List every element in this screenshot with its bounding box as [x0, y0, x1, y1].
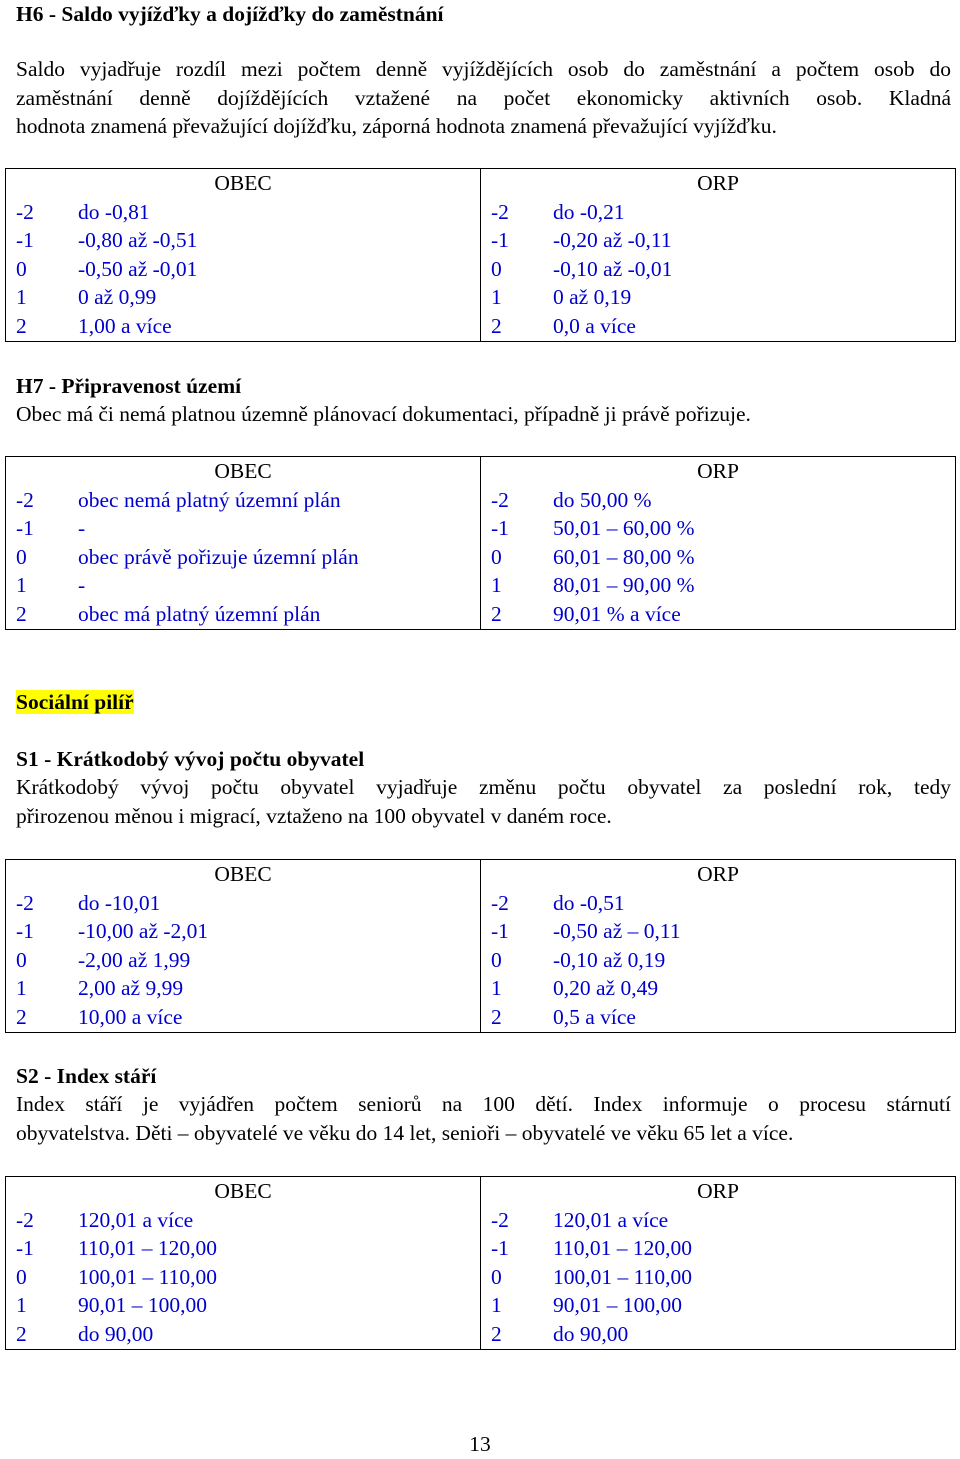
score-row — [6, 946, 480, 975]
obec-header: OBEC — [214, 862, 272, 886]
score-row — [481, 255, 955, 284]
score-range: 0,20 až 0,49 — [553, 976, 659, 1001]
score-range: 100,01 – 110,00 — [553, 1264, 692, 1289]
score-row — [6, 1263, 480, 1292]
s2-orp-column — [481, 1177, 956, 1350]
score-code: 0 — [16, 947, 27, 972]
score-code: 1 — [16, 1293, 27, 1318]
score-code: 1 — [491, 1293, 502, 1318]
s2-title: S2 - Index stáří — [16, 1064, 157, 1088]
score-code: 2 — [491, 313, 502, 338]
score-range: 10,00 a více — [78, 1004, 183, 1029]
score-code: 0 — [16, 1264, 27, 1289]
score-code: -2 — [491, 1207, 509, 1232]
obec-header: OBEC — [214, 171, 272, 195]
score-row — [481, 1206, 955, 1235]
h6-table — [5, 168, 956, 342]
score-row — [481, 1263, 955, 1292]
score-range: do -10,01 — [78, 890, 161, 915]
score-code: 2 — [16, 1321, 27, 1346]
score-row — [481, 1234, 955, 1263]
h6-desc-line-2: zaměstnání denně dojíždějících vztažené na počet ekonomicky aktivních osob. Kladná — [16, 85, 951, 110]
score-row — [6, 312, 480, 341]
s1-obec-column — [6, 860, 481, 1033]
h7-description — [16, 400, 951, 429]
s1-desc-line-1: Krátkodobý vývoj počtu obyvatel vyjadřuje změnu počtu obyvatel za poslední rok, tedy — [16, 775, 951, 799]
score-row — [481, 917, 955, 946]
score-range: obec má platný územní plán — [78, 601, 321, 626]
h6-obec-column — [6, 169, 481, 342]
score-code: -1 — [16, 1236, 34, 1261]
score-range: -0,50 až – 0,11 — [553, 919, 681, 944]
score-range: 120,01 a více — [78, 1207, 194, 1232]
section-title-text: Sociální pilíř — [16, 690, 134, 714]
score-row — [6, 1320, 480, 1349]
score-code: -1 — [16, 228, 34, 253]
score-row — [6, 917, 480, 946]
score-range: do -0,21 — [553, 199, 625, 224]
score-code: 2 — [491, 1321, 502, 1346]
score-code: -2 — [16, 199, 34, 224]
score-row — [6, 600, 480, 629]
score-code: 0 — [491, 544, 502, 569]
score-range: obec nemá platný územní plán — [78, 487, 341, 512]
score-code: -1 — [16, 919, 34, 944]
section-title — [16, 688, 134, 717]
score-code: 0 — [491, 1264, 502, 1289]
orp-header: ORP — [697, 862, 739, 886]
score-row — [6, 1234, 480, 1263]
h7-obec-column — [6, 457, 481, 630]
score-code: -2 — [16, 890, 34, 915]
score-code: -2 — [16, 1207, 34, 1232]
score-range: -0,10 až 0,19 — [553, 947, 666, 972]
score-code: 2 — [16, 313, 27, 338]
page-number: 13 — [469, 1432, 491, 1456]
score-row — [481, 312, 955, 341]
orp-header: ORP — [697, 1179, 739, 1203]
score-range: -0,80 až -0,51 — [78, 228, 198, 253]
score-row — [481, 198, 955, 227]
score-code: -1 — [491, 516, 509, 541]
score-row — [6, 486, 480, 515]
score-row — [6, 889, 480, 918]
h6-orp-column — [481, 169, 956, 342]
score-row — [6, 1206, 480, 1235]
score-row — [481, 946, 955, 975]
score-range: -0,50 až -0,01 — [78, 256, 198, 281]
score-code: -2 — [491, 487, 509, 512]
score-row — [6, 571, 480, 600]
score-code: 1 — [16, 573, 27, 598]
score-range: 0,5 a více — [553, 1004, 636, 1029]
score-code: 0 — [491, 947, 502, 972]
score-code: -1 — [491, 919, 509, 944]
h7-orp-column — [481, 457, 956, 630]
score-range: 100,01 – 110,00 — [78, 1264, 217, 1289]
score-code: 0 — [16, 544, 27, 569]
score-row — [6, 226, 480, 255]
s1-table — [5, 859, 956, 1033]
s2-desc-line-1: Index stáří je vyjádřen počtem seniorů na 100 dětí. Index informuje o procesu stárnutí — [16, 1092, 951, 1116]
score-range: 0 až 0,19 — [553, 285, 632, 310]
score-range: - — [78, 516, 86, 541]
score-range: -0,10 až -0,01 — [553, 256, 673, 281]
score-code: 1 — [491, 573, 502, 598]
score-code: -1 — [491, 1236, 509, 1261]
h6-desc-line-3: hodnota znamená převažující dojížďku, záporná hodnota znamená převažující vyjížďku. — [16, 114, 777, 139]
s2-desc-line-2: obyvatelstva. Děti – obyvatelé ve věku do 14 let, senioři – obyvatelé ve věku 65 let a více. — [16, 1120, 794, 1145]
score-row — [481, 514, 955, 543]
orp-header: ORP — [697, 459, 739, 483]
h7-title: H7 - Připravenost území — [16, 374, 242, 398]
score-range: 80,01 – 90,00 % — [553, 573, 695, 598]
score-row — [481, 974, 955, 1003]
s1-desc-line-2: přirozenou měnou i migrací, vztaženo na 100 obyvatel v daném roce. — [16, 803, 612, 828]
score-row — [481, 1003, 955, 1032]
score-row — [481, 889, 955, 918]
score-range: 90,01 – 100,00 — [553, 1293, 682, 1318]
score-range: 110,01 – 120,00 — [78, 1236, 217, 1261]
score-code: 2 — [491, 1004, 502, 1029]
score-range: obec právě pořizuje územní plán — [78, 544, 359, 569]
score-row — [481, 571, 955, 600]
score-range: 90,01 – 100,00 — [78, 1293, 207, 1318]
score-row — [481, 283, 955, 312]
score-range: 60,01 – 80,00 % — [553, 544, 695, 569]
score-code: 1 — [491, 285, 502, 310]
score-row — [6, 1291, 480, 1320]
score-code: 2 — [491, 601, 502, 626]
score-code: 0 — [491, 256, 502, 281]
score-range: do -0,81 — [78, 199, 150, 224]
score-code: 1 — [16, 285, 27, 310]
score-range: do 50,00 % — [553, 487, 652, 512]
score-range: do -0,51 — [553, 890, 625, 915]
score-code: -2 — [491, 890, 509, 915]
score-range: 0 až 0,99 — [78, 285, 157, 310]
score-row — [481, 226, 955, 255]
score-range: 120,01 a více — [553, 1207, 669, 1232]
obec-header: OBEC — [214, 459, 272, 483]
score-code: 1 — [491, 976, 502, 1001]
score-range: do 90,00 — [78, 1321, 154, 1346]
score-row — [6, 1003, 480, 1032]
score-row — [481, 1291, 955, 1320]
score-code: 2 — [16, 601, 27, 626]
score-row — [6, 198, 480, 227]
s1-orp-column — [481, 860, 956, 1033]
s2-description — [16, 1090, 951, 1147]
score-range: do 90,00 — [553, 1321, 629, 1346]
score-row — [6, 974, 480, 1003]
score-code: 2 — [16, 1004, 27, 1029]
score-row — [6, 514, 480, 543]
score-range: -2,00 až 1,99 — [78, 947, 191, 972]
score-row — [6, 283, 480, 312]
orp-header: ORP — [697, 171, 739, 195]
score-range: -10,00 až -2,01 — [78, 919, 209, 944]
obec-header: OBEC — [214, 1179, 272, 1203]
score-code: 1 — [16, 976, 27, 1001]
h6-description — [16, 55, 951, 141]
score-range: -0,20 až -0,11 — [553, 228, 672, 253]
score-row — [481, 600, 955, 629]
s2-table — [5, 1176, 956, 1350]
score-range: 1,00 a více — [78, 313, 172, 338]
score-range: 50,01 – 60,00 % — [553, 516, 695, 541]
h6-title: H6 - Saldo vyjížďky a dojížďky do zaměstnání — [16, 2, 444, 26]
score-range: 0,0 a více — [553, 313, 636, 338]
score-range: 2,00 až 9,99 — [78, 976, 184, 1001]
score-code: -1 — [491, 228, 509, 253]
score-range: - — [78, 573, 86, 598]
score-code: -2 — [491, 199, 509, 224]
score-row — [6, 255, 480, 284]
s1-title: S1 - Krátkodobý vývoj počtu obyvatel — [16, 747, 365, 771]
score-code: -2 — [16, 487, 34, 512]
score-row — [6, 543, 480, 572]
h7-table — [5, 456, 956, 630]
score-range: 90,01 % a více — [553, 601, 681, 626]
score-row — [481, 1320, 955, 1349]
score-row — [481, 486, 955, 515]
score-range: 110,01 – 120,00 — [553, 1236, 692, 1261]
score-code: -1 — [16, 516, 34, 541]
s1-description — [16, 773, 951, 830]
score-code: 0 — [16, 256, 27, 281]
score-row — [481, 543, 955, 572]
s2-obec-column — [6, 1177, 481, 1350]
h7-desc-line-1: Obec má či nemá platnou územně plánovací dokumentaci, případně ji právě pořizuje. — [16, 402, 751, 426]
h6-desc-line-1: Saldo vyjadřuje rozdíl mezi počtem denně vyjíždějících osob do zaměstnání a počtem osob do — [16, 57, 951, 81]
